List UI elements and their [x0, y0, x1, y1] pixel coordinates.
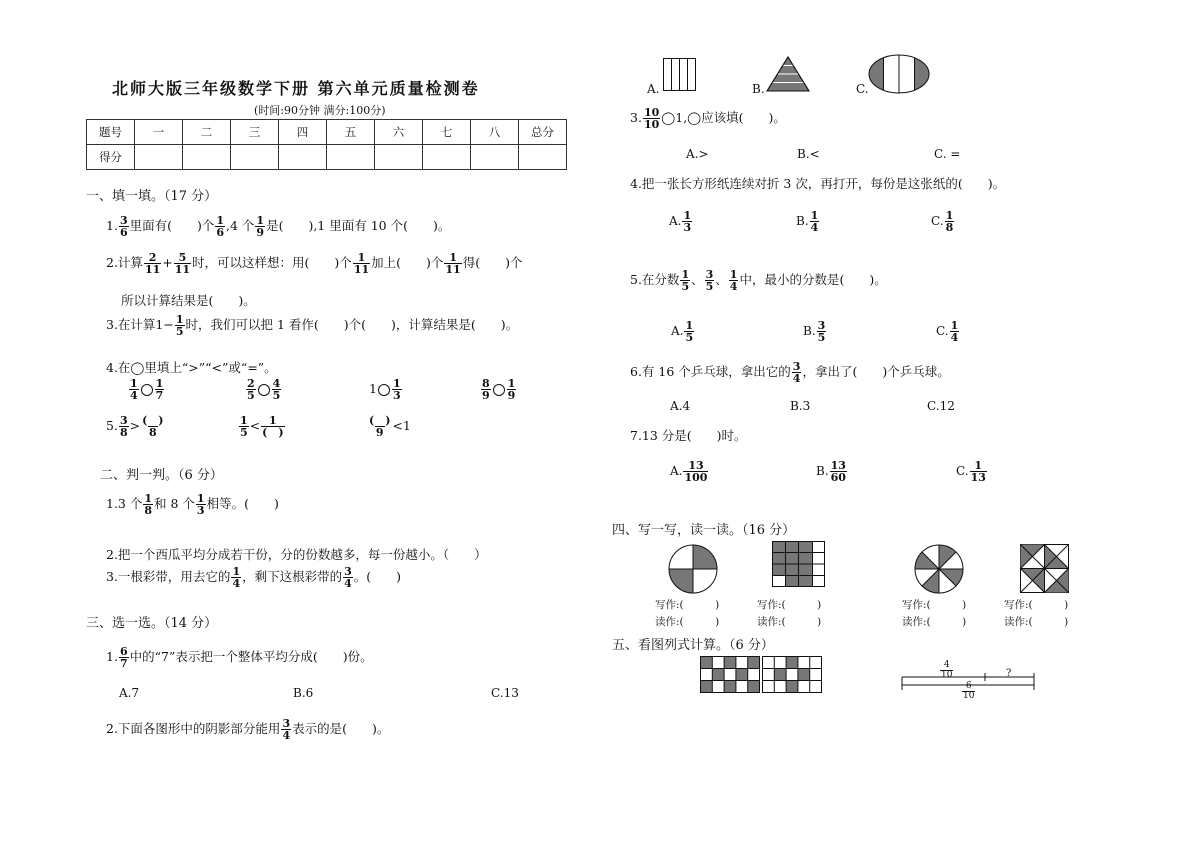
q-text: 得( )个 — [462, 255, 523, 270]
score-label: 得分 — [87, 145, 135, 170]
score-col: 四 — [279, 120, 327, 145]
score-table-score-row — [87, 145, 567, 170]
fraction: $\frac{2}{11}$ — [144, 251, 161, 276]
s3-question-2: 2.下面各图形中的阴影部分能用 $\frac{3}{4}$ 表示的是( )。 — [106, 717, 390, 742]
score-col: 六 — [375, 120, 423, 145]
s3-q7-option-c[interactable]: C. $\frac{1}{13}$ — [956, 459, 986, 484]
seg-label-4-10: $\frac{4}{10}$ — [941, 660, 953, 680]
page-title: 北师大版三年级数学下册 第六单元质量检测卷 — [112, 79, 480, 98]
fraction: $\frac{1}{11}$ — [353, 251, 370, 276]
fig-square-triangles — [1020, 544, 1070, 594]
s3-q6-option-b[interactable]: B.3 — [790, 399, 811, 413]
seg-label-6-10: $\frac{6}{10}$ — [963, 681, 975, 701]
section-2-title: 二、判一判。（6 分） — [100, 468, 223, 483]
s1-question-3 — [106, 314, 518, 337]
s3-q6-option-a[interactable]: A.4 — [670, 399, 691, 413]
s1-question-5c: $\frac{( )}{9}$ <1 — [369, 414, 411, 439]
score-cell[interactable] — [183, 145, 231, 170]
s3-question-6: 6.有 16 个乒乓球，拿出它的 $\frac{3}{4}$ ，拿出了( )个乒乓球。 — [630, 360, 950, 385]
s3-q5-option-c[interactable]: C. $\frac{1}{4}$ — [936, 319, 959, 344]
fig-circle-eighths — [914, 544, 964, 594]
s1-compare-2: $\frac{2}{5}$ $\frac{4}{5}$ — [247, 377, 281, 402]
s4-read-3[interactable]: 读作:( ) — [902, 616, 967, 628]
s3-q2-option-a[interactable]: A. — [647, 82, 660, 96]
s4-read-4[interactable]: 读作:( ) — [1004, 616, 1069, 628]
s3-q7-option-b[interactable]: B. $\frac{13}{60}$ — [816, 459, 846, 484]
s1-compare-3: 1 $\frac{1}{3}$ — [369, 377, 401, 402]
q-text: ,4 个 — [226, 218, 255, 233]
section-1-title: 一、填一填。（17 分） — [86, 189, 218, 204]
s4-write-4[interactable]: 写作:( ) — [1004, 599, 1069, 611]
s1-compare-4: $\frac{8}{9}$ $\frac{1}{9}$ — [482, 377, 516, 402]
q-number: 1. — [106, 218, 118, 233]
s3-q5-option-b[interactable]: B. $\frac{3}{5}$ — [803, 319, 826, 344]
compare-circle[interactable] — [258, 384, 270, 396]
q-text: 里面有( )个 — [129, 218, 215, 233]
score-cell[interactable] — [327, 145, 375, 170]
fraction: $\frac{1}{9}$ — [256, 214, 265, 239]
score-col: 总分 — [519, 120, 567, 145]
s1-question-5b: $\frac{1}{5}$ < $\frac{1}{( )}$ — [240, 414, 284, 439]
s1-question-4: 4.在◯里填上“>”“<”或“=”。 — [106, 360, 277, 375]
s3-question-7: 7.13 分是( )时。 — [630, 428, 747, 443]
score-col: 三 — [231, 120, 279, 145]
score-cell[interactable] — [135, 145, 183, 170]
fraction: $\frac{1}{5}$ — [175, 313, 184, 338]
s3-q5-option-a[interactable]: A. $\frac{1}{5}$ — [671, 319, 694, 344]
s2-question-2: 2.把一个西瓜平均分成若干份，分的份数越多，每一份越小。（ ） — [106, 547, 487, 562]
s3-question-3: 3. $\frac{10}{10}$ ◯1,◯应该填( )。 — [630, 106, 786, 131]
s3-question-1: 1. $\frac{6}{7}$ 中的“7”表示把一个整体平均分成( )份。 — [106, 645, 373, 670]
q-text: 时，可以这样想：用( )个 — [192, 255, 352, 270]
s3-q1-option-b[interactable]: B.6 — [293, 686, 314, 700]
fraction: $\frac{1}{11}$ — [445, 251, 461, 276]
fraction: $\frac{3}{6}$ — [119, 214, 128, 239]
s1-question-2: 2.计算 $\frac{2}{11}$ + $\frac{5}{11}$ 时，可以这样想：用( )个 $\frac{1}{11}$ 加上( )个 $\frac{1}{11}$ 得( )个 — [106, 251, 523, 276]
q-text: 加上( )个 — [371, 255, 444, 270]
score-col: 一 — [135, 120, 183, 145]
score-table-header-row — [87, 120, 567, 145]
option-c-ellipse-figure — [868, 54, 930, 94]
score-cell[interactable] — [471, 145, 519, 170]
s3-q2-option-c[interactable]: C. — [856, 82, 869, 96]
s3-q2-option-b[interactable]: B. — [752, 82, 765, 96]
s4-write-1[interactable]: 写作:( ) — [655, 599, 720, 611]
s3-q1-option-c[interactable]: C.13 — [491, 686, 519, 700]
s3-question-5: 5.在分数 $\frac{1}{5}$ 、 $\frac{3}{5}$ 、 $\frac{1}{4}$ 中，最小的分数是( )。 — [630, 268, 887, 293]
seg-label-question: ? — [1006, 668, 1012, 679]
s3-q3-option-c[interactable]: C. = — [934, 147, 961, 161]
score-cell[interactable] — [279, 145, 327, 170]
q-text: 3.在计算1− — [106, 317, 174, 332]
q-text: 2.计算 — [106, 255, 143, 270]
s3-q6-option-c[interactable]: C.12 — [927, 399, 955, 413]
s1-question-2-cont: 所以计算结果是( )。 — [121, 293, 256, 308]
option-b-triangle-figure — [766, 56, 810, 92]
score-row-label: 题号 — [87, 120, 135, 145]
s4-read-1[interactable]: 读作:( ) — [655, 616, 720, 628]
s4-write-2[interactable]: 写作:( ) — [757, 599, 822, 611]
s2-question-3: 3.一根彩带，用去它的 $\frac{1}{4}$ ，剩下这根彩带的 $\frac{3}{4}$ 。( ) — [106, 565, 402, 590]
section-5-title: 五、看图列式计算。（6 分） — [612, 638, 774, 653]
score-col: 二 — [183, 120, 231, 145]
fig-circle-quarters — [668, 544, 718, 594]
s1-compare-1: $\frac{1}{4}$ $\frac{1}{7}$ — [130, 377, 164, 402]
fraction: $\frac{5}{11}$ — [174, 251, 191, 276]
score-col: 五 — [327, 120, 375, 145]
compare-circle[interactable] — [493, 384, 505, 396]
s2-question-1: 1.3 个 $\frac{1}{8}$ 和 8 个 $\frac{1}{3}$ 相等。( ) — [106, 492, 279, 517]
compare-circle[interactable] — [141, 384, 153, 396]
section-3-title: 三、选一选。（14 分） — [86, 616, 218, 631]
s3-q1-option-a[interactable]: A.7 — [119, 686, 140, 700]
s3-q3-option-a[interactable]: A.> — [686, 147, 709, 161]
compare-circle[interactable] — [378, 384, 390, 396]
s3-q4-option-c[interactable]: C. $\frac{1}{8}$ — [931, 209, 954, 234]
s3-q4-option-b[interactable]: B. $\frac{1}{4}$ — [796, 209, 819, 234]
page-subtitle: (时间:90分钟 满分:100分) — [254, 104, 386, 117]
score-cell[interactable] — [231, 145, 279, 170]
score-col: 七 — [423, 120, 471, 145]
s1-question-1 — [106, 215, 450, 238]
option-a-bar-figure — [663, 58, 697, 92]
s3-q7-option-a[interactable]: A. $\frac{13}{100}$ — [670, 459, 708, 484]
fig-grid-rectangle — [772, 541, 826, 587]
q-text: 是( ),1 里面有 10 个( )。 — [266, 218, 451, 233]
score-table — [86, 119, 567, 170]
score-cell[interactable] — [375, 145, 423, 170]
score-cell[interactable] — [519, 145, 567, 170]
fig-checker-grids — [700, 656, 826, 694]
s4-read-2[interactable]: 读作:( ) — [757, 616, 822, 628]
s3-q4-option-a[interactable]: A. $\frac{1}{3}$ — [669, 209, 692, 234]
s4-write-3[interactable]: 写作:( ) — [902, 599, 967, 611]
s1-question-5a: 5. $\frac{3}{8}$ > $\frac{( )}{8}$ — [106, 414, 164, 439]
s3-q3-option-b[interactable]: B.< — [797, 147, 820, 161]
s3-question-4: 4.把一张长方形纸连续对折 3 次，再打开，每份是这张纸的( )。 — [630, 176, 1006, 191]
section-4-title: 四、写一写，读一读。（16 分） — [612, 523, 796, 538]
q-text: 时，我们可以把 1 看作( )个( )，计算结果是( )。 — [185, 317, 519, 332]
score-col: 八 — [471, 120, 519, 145]
score-cell[interactable] — [423, 145, 471, 170]
fraction: $\frac{1}{6}$ — [216, 214, 225, 239]
